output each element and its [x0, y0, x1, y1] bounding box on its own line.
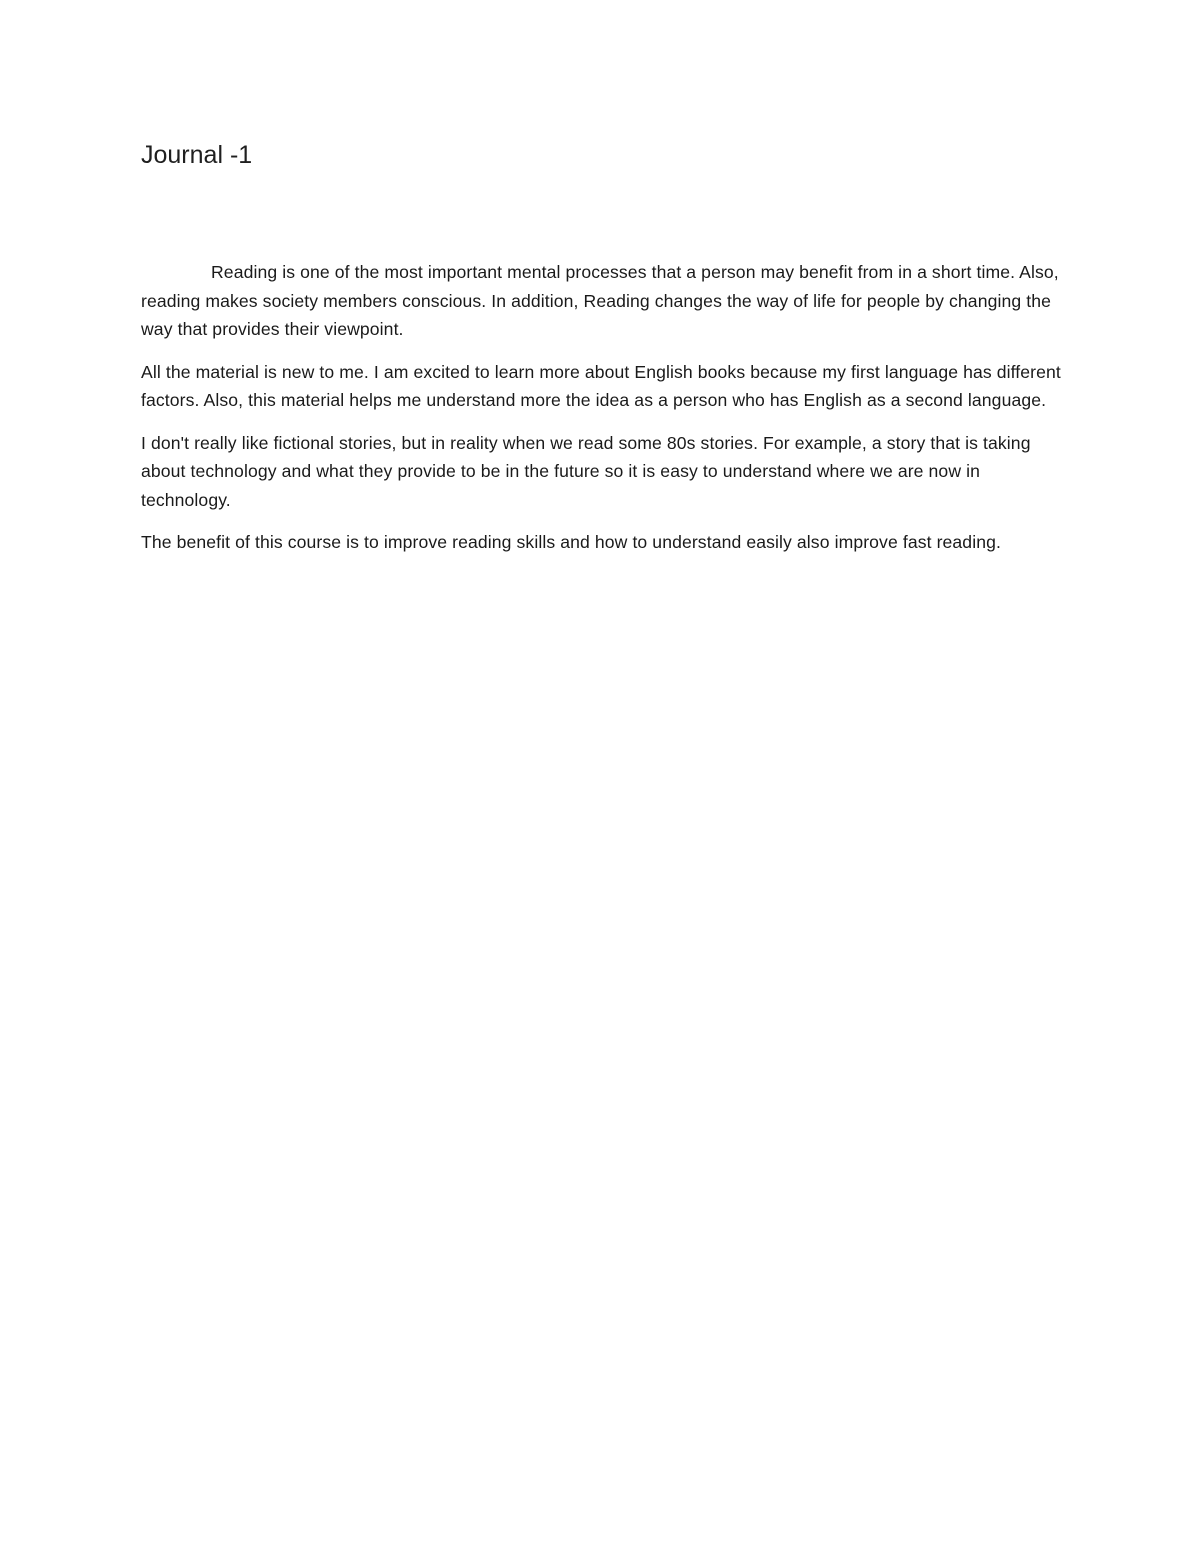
- paragraph-4: The benefit of this course is to improve reading skills and how to understand easily also improve fast reading.: [141, 532, 1001, 552]
- document-body: [141, 138, 1061, 571]
- paragraph-2: All the material is new to me. I am excited to learn more about English books because my first language has different factors. Also, this material helps me understand more the idea as a person who has English as a second language.: [141, 361, 1061, 410]
- paragraph-3: I don't really like fictional stories, but in reality when we read some 80s stories. For example, a story that is taking about technology and what they provide to be in the future so it is easy to understand where we are now in technology.: [141, 432, 1031, 510]
- document-title: Journal -1: [141, 141, 253, 169]
- paragraph-1: Reading is one of the most important mental processes that a person may benefit from in a short time. Also, reading makes society members conscious. In addition, Reading changes the way of life for people by changing the way that provides their viewpoint.: [141, 262, 1059, 339]
